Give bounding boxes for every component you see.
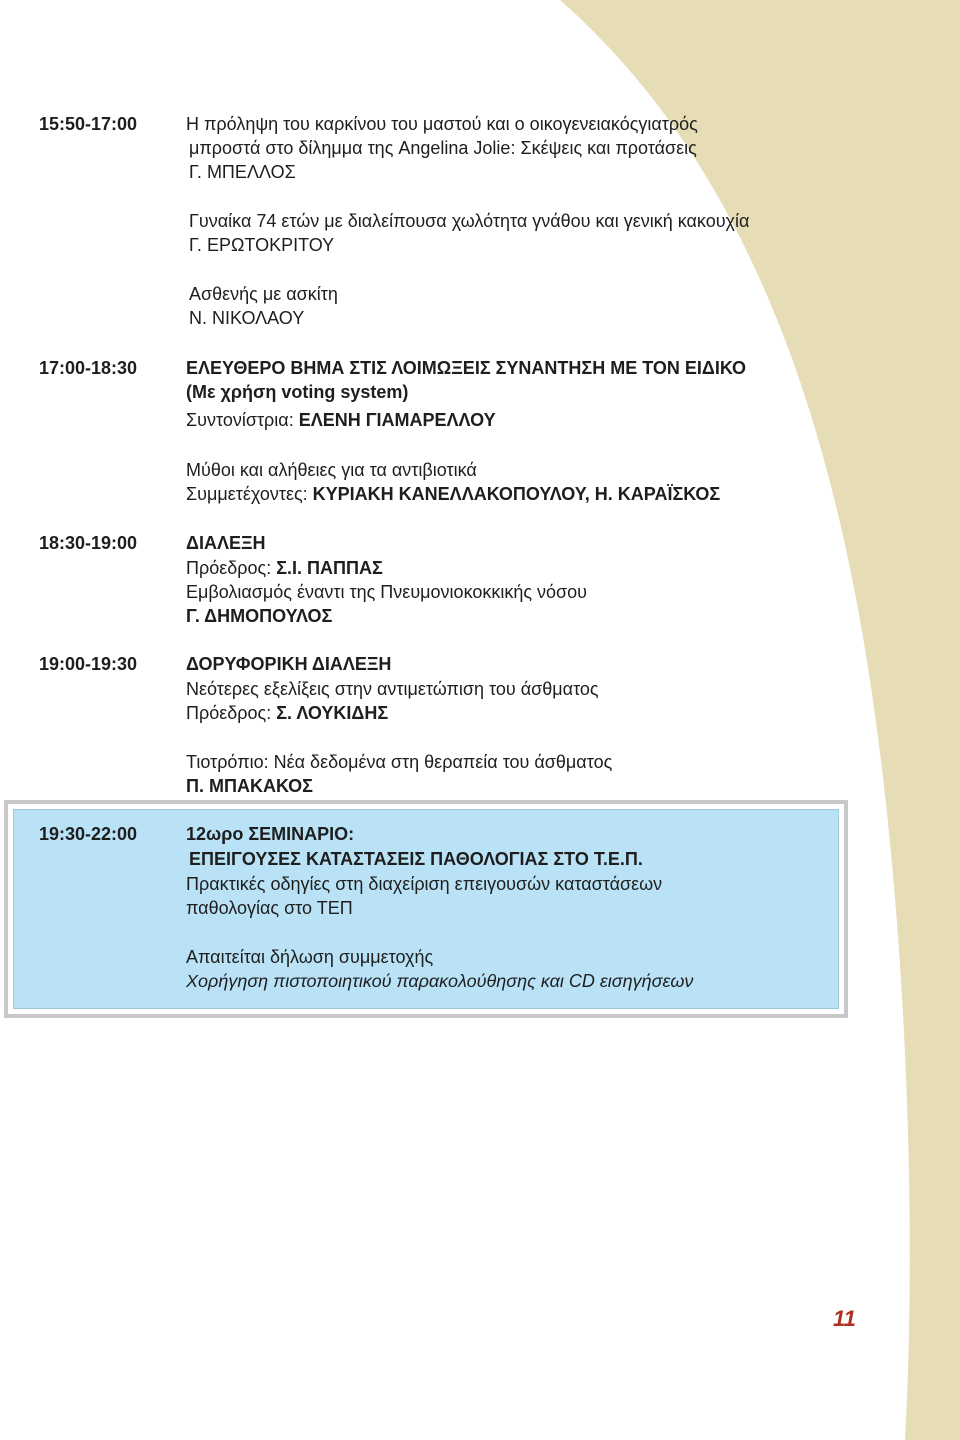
talk-title-continued: μπροστά στο δίλημμα της Angelina Jolie: Σκέψεις και προτάσεις (189, 138, 697, 158)
speaker-name: Γ. ΕΡΩΤΟΚΡΙΤΟΥ (189, 235, 335, 255)
chair-label: Συντονίστρια: (186, 410, 299, 430)
speaker-name: Π. ΜΠΑΚΑΚΟΣ (186, 776, 313, 796)
chair-label: Πρόεδρος: (186, 558, 277, 578)
drug-label: Τιοτρόπιο: (186, 752, 274, 772)
session-subtitle: (Με χρήση voting system) (186, 382, 409, 402)
participants-names: ΚΥΡΙΑΚΗ ΚΑΝΕΛΛΑΚΟΠΟΥΛΟΥ, Η. ΚΑΡΑΪΣΚΟΣ (312, 484, 721, 504)
talk-title: Γυναίκα 74 ετών με διαλείπουσα χωλότητα γνάθου και γενική κακουχία (189, 211, 750, 231)
talk-title: Η πρόληψη του καρκίνου του μαστού και ο οικογενειακόςγιατρός (186, 114, 698, 134)
session-participants (186, 483, 720, 505)
session-time: 17:00-18:30 (39, 358, 138, 378)
session-time: 15:50-17:00 (39, 114, 138, 134)
session-chair (186, 702, 388, 724)
chair-label: Πρόεδρος: (186, 703, 277, 723)
chair-name: ΕΛΕΝΗ ΓΙΑΜΑΡΕΛΛΟΥ (298, 410, 496, 430)
session-chair (186, 557, 383, 579)
session-title: ΔΙΑΛΕΞΗ (186, 533, 266, 553)
registration-note: Απαιτείται δήλωση συμμετοχής (186, 947, 434, 967)
session-time: 18:30-19:00 (39, 533, 138, 553)
speaker-name: Ν. ΝΙΚΟΛΑΟΥ (189, 308, 305, 328)
session-title: ΕΛΕΥΘΕΡΟ ΒΗΜΑ ΣΤΙΣ ΛΟΙΜΩΞΕΙΣ ΣΥΝΑΝΤΗΣΗ ΜΕ ΤΟΝ ΕΙΔΙΚΟ (186, 358, 747, 378)
speaker-name: Γ. ΔΗΜΟΠΟΥΛΟΣ (186, 606, 333, 626)
session-subtitle: ΕΠΕΙΓΟΥΣΕΣ ΚΑΤΑΣΤΑΣΕΙΣ ΠΑΘΟΛΟΓΙΑΣ ΣΤΟ Τ.Ε.Π. (189, 849, 643, 869)
session-time: 19:30-22:00 (39, 824, 138, 844)
seminar-description-continued: παθολογίας στο ΤΕΠ (186, 898, 353, 918)
session-time: 19:00-19:30 (39, 654, 138, 674)
chair-name: Σ. ΛΟΥΚΙΔΗΣ (276, 703, 389, 723)
talk-title: Μύθοι και αλήθειες για τα αντιβιοτικά (186, 460, 477, 480)
participants-label: Συμμετέχοντες: (186, 484, 313, 504)
talk-title: Ασθενής με ασκίτη (189, 284, 338, 304)
speaker-name: Γ. ΜΠΕΛΛΟΣ (189, 162, 296, 182)
seminar-description: Πρακτικές οδηγίες στη διαχείριση επειγουσών καταστάσεων (186, 874, 663, 894)
drug-text: Νέα δεδομένα στη θεραπεία του άσθματος (273, 752, 613, 772)
talk-title (186, 751, 612, 773)
session-title: 12ωρο ΣΕΜΙΝΑΡΙΟ: (186, 824, 355, 844)
page-number: 11 (833, 1306, 856, 1331)
session-title: ΔΟΡΥΦΟΡΙΚΗ ΔΙΑΛΕΞΗ (186, 654, 392, 674)
certificate-note: Χορήγηση πιστοποιητικού παρακολούθησης και CD εισηγήσεων (186, 971, 694, 991)
chair-name: Σ.Ι. ΠΑΠΠΑΣ (276, 558, 383, 578)
talk-title: Εμβολιασμός έναντι της Πνευμονιοκοκκικής νόσου (186, 582, 588, 602)
talk-title: Νεότερες εξελίξεις στην αντιμετώπιση του άσθματος (186, 679, 599, 699)
session-chair (186, 409, 496, 431)
